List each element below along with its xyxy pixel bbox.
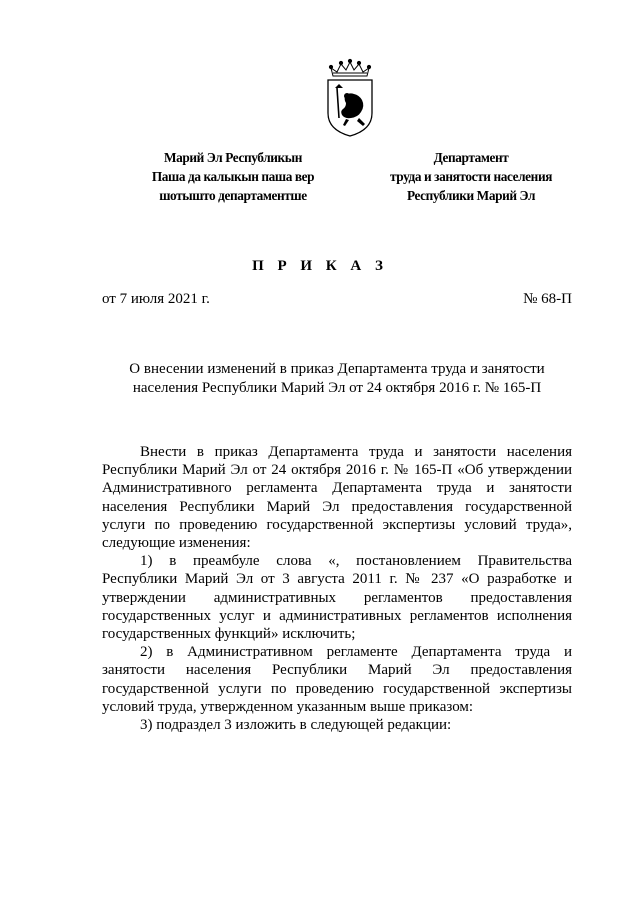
subject-line: населения Республики Марий Эл от 24 октября 2016 г. № 165-П — [132, 380, 542, 396]
coat-of-arms-icon — [323, 58, 377, 138]
header-right-line: Республики Марий Эл — [406, 188, 536, 203]
document-number: № 68-П — [523, 291, 572, 307]
body-paragraph: 3) подраздел 3 изложить в следующей редакции: — [140, 717, 452, 734]
header-right-line: труда и занятости населения — [389, 169, 553, 184]
header-left-line: Паша да калыкын паша вер — [151, 169, 315, 184]
body-paragraph: 2) в Административном регламенте Департамента труда и занятости населения Республики Марий Эл предоставления государственной услуги по проведению государственной экспертизы условий труда, утвержденном указанным выше приказом: — [102, 644, 572, 715]
subject-line: О внесении изменений в приказ Департамента труда и занятости — [129, 361, 545, 377]
document-subject — [102, 360, 572, 398]
document-date: от 7 июля 2021 г. — [102, 291, 210, 307]
document-body — [102, 443, 572, 734]
document-title: П Р И К А З — [252, 258, 388, 274]
header-left-line: Марий Эл Республикын — [163, 150, 303, 165]
header-left-block — [118, 148, 348, 205]
body-paragraph: Внести в приказ Департамента труда и занятости населения Республики Марий Эл от 24 октября 2016 г. № 165-П «Об утверждении Административного регламента Департамента труда и занятости населения Республики Марий Эл предоставления государственной услуги по проведению государственной экспертизы условий труда», следующие изменения: — [102, 444, 572, 552]
header-left-line: шотышто департаментше — [159, 188, 307, 203]
header-right-line: Департамент — [433, 150, 509, 165]
body-paragraph: 1) в преамбуле слова «, постановлением Правительства Республики Марий Эл от 3 августа 2011 г. № 237 «О разработке и утверждении административных регламентов предоставления государственных услуг и административных регламентов исполнения государственных функций» исключить; — [102, 553, 572, 643]
header-right-block — [356, 148, 586, 205]
